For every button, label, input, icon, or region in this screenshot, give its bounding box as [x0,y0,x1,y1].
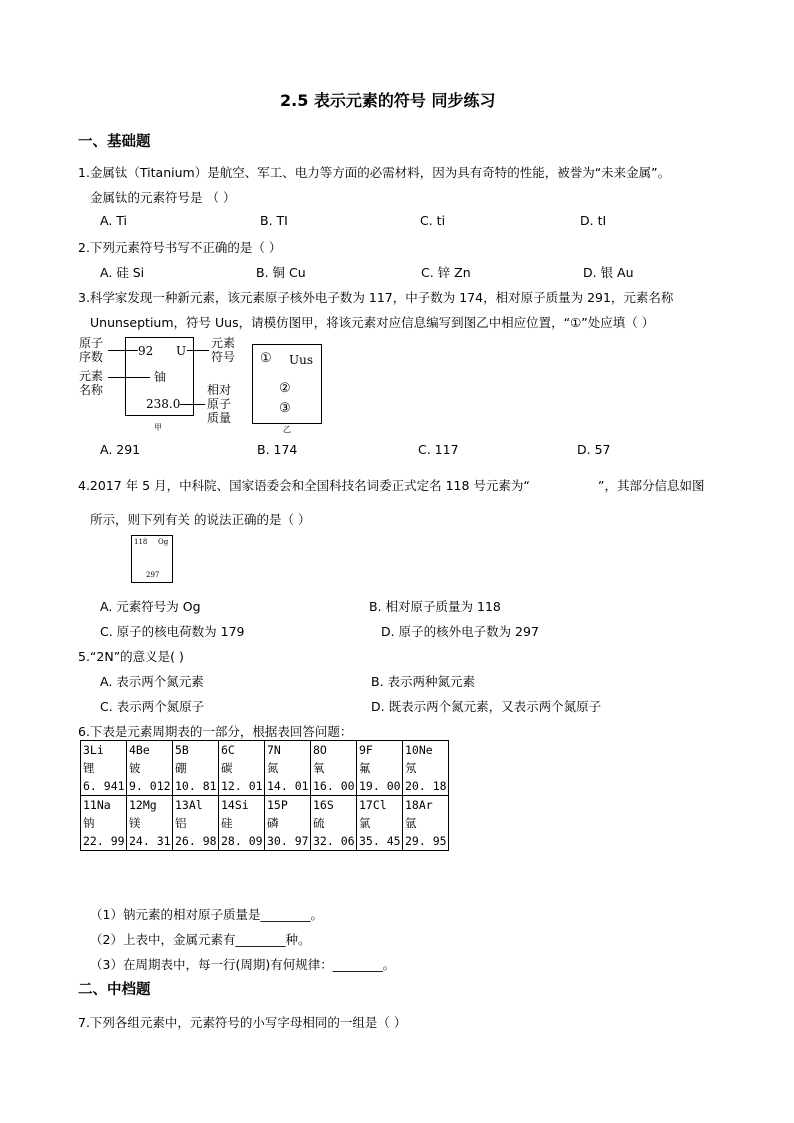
label-element-name-1: 元素 [79,369,104,383]
atomic-number: 92 [138,344,154,358]
blank-1-marker: ① [260,351,272,366]
question-4-text: 4.2017 年 5 月，中科院、国家语委会和全国科技名词委正式定名 118 号元素为“ [78,478,530,493]
question-7-text: 7.下列各组元素中，元素符号的小写字母相同的一组是（ ） [78,1015,407,1030]
table-cell: 16S 硫 32. 06 [311,796,357,851]
question-3-text: 3.科学家发现一种新元素，该元素原子核外电子数为 117，中子数为 174，相对原子质量为 291，元素名称 [78,290,674,305]
blank-2-marker: ② [279,381,291,396]
table-cell: 3Li 锂 6. 941 [81,741,127,796]
question-1-text: 1.金属钛（Titanium）是航空、军工、电力等方面的必需材料，因为具有奇特的性能，被誉为“未来金属”。 [78,165,671,180]
question-4-text-cont: 所示，则下列有关 的说法正确的是（ ） [90,512,311,527]
q1-option-c[interactable]: C. ti [420,213,446,228]
og-symbol: Og [158,538,169,546]
q5-option-d[interactable]: D. 既表示两个氮元素，又表示两个氮原子 [371,699,602,714]
og-mass: 297 [146,571,160,579]
figure-caption-b: 乙 [283,425,291,434]
og-element-card [131,535,173,583]
table-row [81,796,449,851]
question-6-text: 6.下表是元素周期表的一部分，根据表回答问题： [78,724,353,739]
blank-3-marker: ③ [279,401,291,416]
table-cell: 4Be 铍 9. 012 [127,741,173,796]
table-cell: 7N 氮 14. 01 [265,741,311,796]
table-cell: 5B 硼 10. 81 [173,741,219,796]
q4-option-b[interactable]: B. 相对原子质量为 118 [369,599,501,614]
q5-option-b[interactable]: B. 表示两种氮元素 [371,674,476,689]
table-cell: 17Cl 氯 35. 45 [357,796,403,851]
question-6-sub-3: （3）在周期表中，每一行(周期)有何规律：________。 [90,957,396,972]
question-3-text-cont: Ununseptium，符号 Uus，请模仿图甲，将该元素对应信息编写到图乙中相应位置，“①”处应填（ ） [90,315,655,330]
label-atomic-number-1: 原子 [79,336,104,350]
table-cell: 6C 碳 12. 01 [219,741,265,796]
q4-option-d[interactable]: D. 原子的核外电子数为 297 [381,624,539,639]
element-symbol: U [176,344,187,358]
table-cell: 18Ar 氩 29. 95 [403,796,449,851]
label-symbol-2: 符号 [211,350,236,364]
table-cell: 10Ne 氖 20. 18 [403,741,449,796]
q2-option-d[interactable]: D. 银 Au [583,265,634,280]
q2-option-a[interactable]: A. 硅 Si [100,265,145,280]
question-1-text-cont: 金属钛的元素符号是 （ ） [90,190,236,205]
label-mass-3: 质量 [207,411,232,425]
q5-option-c[interactable]: C. 表示两个氮原子 [100,699,205,714]
pointer-line [180,404,205,405]
table-cell: 8O 氧 16. 00 [311,741,357,796]
table-row [81,741,449,796]
q4-option-a[interactable]: A. 元素符号为 Og [100,599,201,614]
table-cell: 13Al 铝 26. 98 [173,796,219,851]
page-title: 2.5 表示元素的符号 同步练习 [280,91,496,110]
table-cell: 12Mg 镁 24. 31 [127,796,173,851]
q1-option-d[interactable]: D. tI [580,213,607,228]
label-element-name-2: 名称 [79,383,104,397]
label-atomic-number-2: 序数 [79,350,104,364]
og-number: 118 [134,538,148,546]
table-cell: 15P 磷 30. 97 [265,796,311,851]
periodic-table-excerpt [80,740,449,851]
q4-option-c[interactable]: C. 原子的核电荷数为 179 [100,624,245,639]
figure-caption-a: 甲 [154,423,162,432]
q1-option-b[interactable]: B. TI [260,213,288,228]
element-symbol-b: Uus [289,353,313,367]
table-cell: 14Si 硅 28. 09 [219,796,265,851]
q2-option-b[interactable]: B. 铜 Cu [256,265,306,280]
question-4-text-b: ”，其部分信息如图 [598,478,705,493]
table-cell: 11Na 钠 22. 99 [81,796,127,851]
question-6-sub-1: （1）钠元素的相对原子质量是________。 [90,907,323,922]
label-symbol-1: 元素 [211,336,236,350]
q2-option-c[interactable]: C. 锌 Zn [421,265,471,280]
q5-option-a[interactable]: A. 表示两个氮元素 [100,674,204,689]
q3-option-d[interactable]: D. 57 [577,442,611,457]
q3-option-a[interactable]: A. 291 [100,442,141,457]
question-5-text: 5.“2N”的意义是( ) [78,649,184,664]
element-name: 铀 [154,370,167,384]
q3-option-c[interactable]: C. 117 [418,442,459,457]
pointer-line [187,350,209,351]
q1-option-a[interactable]: A. Ti [100,213,128,228]
question-6-sub-2: （2）上表中，金属元素有________种。 [90,932,311,947]
label-mass-2: 原子 [207,397,232,411]
question-2-text: 2.下列元素符号书写不正确的是（ ） [78,240,282,255]
pointer-line [108,350,138,351]
q3-option-b[interactable]: B. 174 [257,442,298,457]
table-cell: 9F 氟 19. 00 [357,741,403,796]
atomic-mass: 238.0 [146,397,181,411]
pointer-line [108,377,150,378]
section-heading: 二、中档题 [78,982,151,998]
section-heading: 一、基础题 [78,134,151,150]
label-mass-1: 相对 [207,383,232,397]
